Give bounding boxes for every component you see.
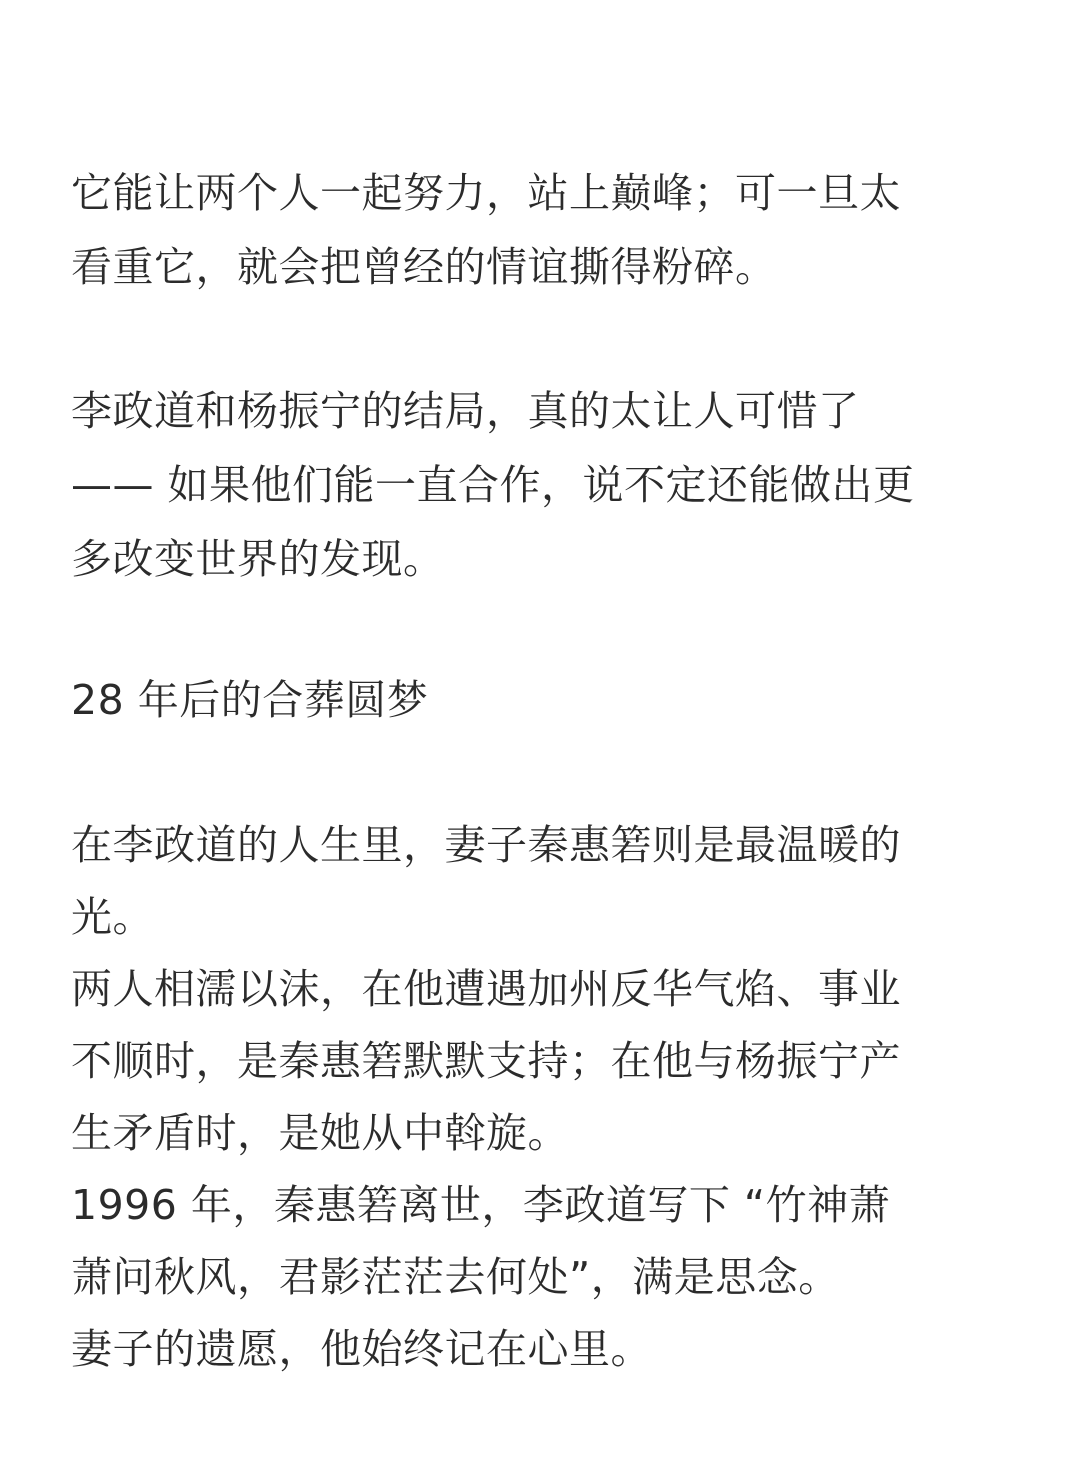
text-line: 在李政道的人生里，妻子秦惠箬则是最温暖的 [71,821,901,869]
text-line: 光。 [71,893,154,941]
text-line: 它能让两个人一起努力，站上巅峰；可一旦太 [71,169,901,217]
text-line: 1996 年，秦惠箬离世，李政道写下 “竹神萧 [71,1181,891,1229]
text-line: 两人相濡以沫，在他遭遇加州反华气焰、事业 [71,965,901,1013]
text-line: 妻子的遗愿，他始终记在心里。 [71,1325,652,1373]
text-line: 生矛盾时，是她从中斡旋。 [71,1109,569,1157]
text-line: 多改变世界的发现。 [71,535,445,583]
text-line: —— 如果他们能一直合作，说不定还能做出更 [71,461,915,509]
text-line: 不顺时，是秦惠箬默默支持；在他与杨振宁产 [71,1037,901,1085]
text-line: 萧问秋风，君影茫茫去何处”，满是思念。 [71,1253,840,1301]
text-line: 看重它，就会把曾经的情谊撕得粉碎。 [71,243,777,291]
text-line: 李政道和杨振宁的结局，真的太让人可惜了 [71,387,860,435]
section-heading: 28 年后的合葬圆梦 [71,676,429,724]
